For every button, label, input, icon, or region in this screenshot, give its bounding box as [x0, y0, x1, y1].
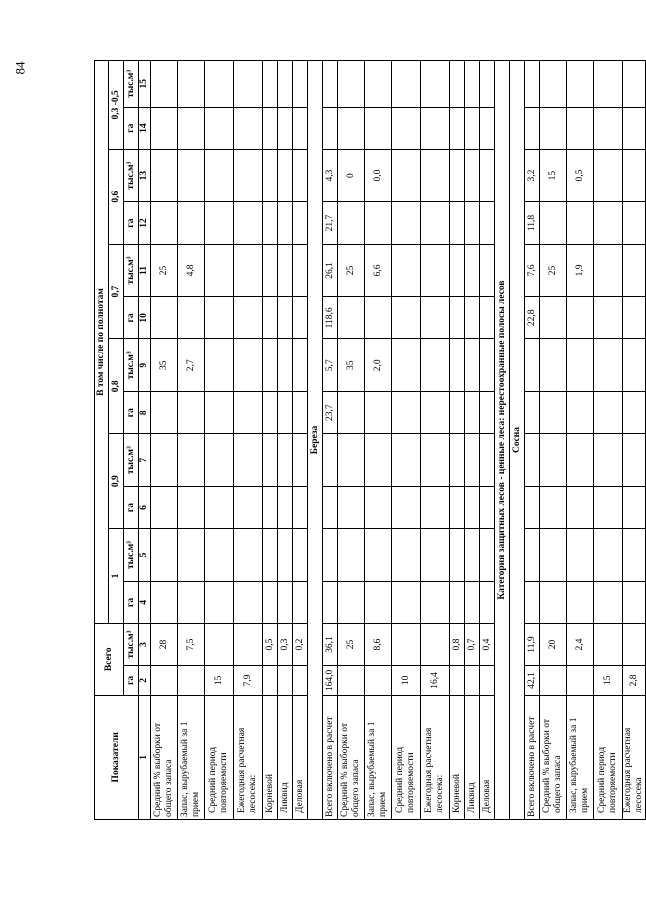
row-label: Ежегодная расчетная лесосека	[623, 695, 646, 819]
col-number: 9	[139, 339, 151, 392]
cell: 7,5	[178, 623, 205, 665]
cell	[540, 202, 567, 244]
unit-ha: га	[124, 297, 139, 339]
cell: 5,7	[323, 339, 338, 392]
header-density-03-05: 0,3 -0,5	[109, 61, 124, 150]
header-density-09: 0,9	[109, 434, 124, 529]
table-row	[540, 61, 567, 820]
cell: 0,7	[465, 623, 480, 665]
col-number: 5	[139, 529, 151, 582]
cell	[178, 392, 205, 434]
header-density-07: 0,7	[109, 244, 124, 339]
cell: 26,1	[323, 244, 338, 297]
section-pine: Сосна	[510, 61, 525, 820]
table-row	[623, 61, 646, 820]
unit-vol: тыс.м³	[124, 339, 139, 392]
cell	[151, 666, 178, 696]
col-number: 1	[139, 695, 151, 819]
cell: 25	[540, 244, 567, 297]
cell	[365, 297, 392, 339]
cell: 8,6	[365, 623, 392, 665]
row-label: Ежегодная расчетная лесосека:	[421, 695, 450, 819]
cell	[151, 202, 178, 244]
col-number: 2	[139, 666, 151, 696]
cell	[450, 666, 465, 696]
table-row	[480, 61, 495, 820]
cell	[338, 202, 365, 244]
cell	[178, 149, 205, 202]
table-row	[205, 61, 234, 820]
col-number: 8	[139, 392, 151, 434]
table-row	[278, 61, 293, 820]
table-row	[323, 61, 338, 820]
header-density-08: 0,8	[109, 339, 124, 434]
cell: 22,8	[525, 297, 540, 339]
cell: 25	[338, 244, 365, 297]
row-label: Деловая	[480, 695, 495, 819]
row-label: Средний % выборки от общего запаса	[151, 695, 178, 819]
cell: 20	[540, 623, 567, 665]
table-row	[594, 61, 623, 820]
col-number: 7	[139, 434, 151, 487]
header-total: Всего	[95, 623, 124, 695]
table-row	[525, 61, 540, 820]
cell	[205, 623, 234, 665]
header-indicators: Показатели	[95, 695, 139, 819]
row-label: Деловая	[293, 695, 308, 819]
col-number: 11	[139, 244, 151, 297]
row-label: Средний % выборки от общего запаса	[540, 695, 567, 819]
header-density-1: 1	[109, 529, 124, 624]
cell: 0,3	[278, 623, 293, 665]
cell: 1,9	[567, 244, 594, 297]
cell	[365, 666, 392, 696]
col-number: 3	[139, 623, 151, 665]
cell: 11,9	[525, 623, 540, 665]
section-birch: Береза	[308, 61, 323, 820]
cell	[338, 297, 365, 339]
cell	[338, 666, 365, 696]
cell: 25	[151, 244, 178, 297]
unit-vol: тыс.м³	[124, 149, 139, 202]
unit-vol: тыс.м³	[124, 61, 139, 108]
cell	[234, 623, 263, 665]
unit-ha: га	[124, 202, 139, 244]
cell	[151, 392, 178, 434]
table-row	[421, 61, 450, 820]
cell: 4,8	[178, 244, 205, 297]
col-number: 6	[139, 486, 151, 528]
cell: 6,6	[365, 244, 392, 297]
cell	[365, 202, 392, 244]
cell	[421, 623, 450, 665]
cell: 2,7	[178, 339, 205, 392]
cell	[540, 297, 567, 339]
table-row	[567, 61, 594, 820]
cell	[480, 666, 495, 696]
cell: 15	[540, 149, 567, 202]
row-label: Корневой	[450, 695, 465, 819]
row-label: Корневой	[263, 695, 278, 819]
cell: 11,8	[525, 202, 540, 244]
cell	[365, 392, 392, 434]
table-row	[365, 61, 392, 820]
col-number: 15	[139, 61, 151, 108]
row-label: Ликвид	[465, 695, 480, 819]
unit-vol: тыс.м³	[124, 623, 139, 665]
cell: 0,8	[450, 623, 465, 665]
cell: 0,4	[480, 623, 495, 665]
cell	[293, 666, 308, 696]
row-label: Средний период повторяемости	[392, 695, 421, 819]
cell: 28	[151, 623, 178, 665]
cell	[623, 623, 646, 665]
cell	[151, 297, 178, 339]
cell: 35	[151, 339, 178, 392]
row-label: Средний % выборки от общего запаса	[338, 695, 365, 819]
row-label: Всего включено в расчет	[525, 695, 540, 819]
table-row	[465, 61, 480, 820]
cell: 2,4	[567, 623, 594, 665]
table-row	[450, 61, 465, 820]
col-number: 12	[139, 202, 151, 244]
cell	[263, 666, 278, 696]
unit-vol: тыс.м³	[124, 244, 139, 297]
forest-table	[94, 60, 646, 820]
unit-ha: га	[124, 581, 139, 623]
cell	[178, 666, 205, 696]
cell: 15	[594, 666, 623, 696]
page-number: 84	[12, 61, 28, 75]
unit-vol: тыс.м³	[124, 529, 139, 582]
cell: 4,3	[323, 149, 338, 202]
cell: 0	[338, 149, 365, 202]
cell: 21,7	[323, 202, 338, 244]
cell	[392, 623, 421, 665]
cell	[178, 297, 205, 339]
cell: 118,6	[323, 297, 338, 339]
cell: 42,1	[525, 666, 540, 696]
row-label: Всего включено в расчет	[323, 695, 338, 819]
header-by-density: В том числе по полнотам	[95, 61, 109, 624]
table-row	[338, 61, 365, 820]
row-label: Ликвид	[278, 695, 293, 819]
cell	[567, 297, 594, 339]
header-density-06: 0,6	[109, 149, 124, 244]
cell	[540, 666, 567, 696]
cell: 7,9	[234, 666, 263, 696]
table-row	[293, 61, 308, 820]
cell: 0,0	[365, 149, 392, 202]
row-label: Средний период повторяемости	[594, 695, 623, 819]
unit-ha: га	[124, 666, 139, 696]
cell: 15	[205, 666, 234, 696]
row-label: Запас, вырубаемый за 1 прием	[365, 695, 392, 819]
cell: 36,1	[323, 623, 338, 665]
cell: 16,4	[421, 666, 450, 696]
cell	[178, 202, 205, 244]
cell: 3,2	[525, 149, 540, 202]
cell	[465, 666, 480, 696]
cell: 0,2	[293, 623, 308, 665]
cell: 2,0	[365, 339, 392, 392]
cell	[594, 623, 623, 665]
cell	[151, 149, 178, 202]
cell: 164,0	[323, 666, 338, 696]
unit-ha: га	[124, 107, 139, 149]
table-row	[178, 61, 205, 820]
unit-vol: тыс.м³	[124, 434, 139, 487]
table-row	[263, 61, 278, 820]
cell: 2,8	[623, 666, 646, 696]
col-number: 14	[139, 107, 151, 149]
row-label: Запас, вырубаемый за 1 прием	[178, 695, 205, 819]
col-number: 13	[139, 149, 151, 202]
table-row	[392, 61, 421, 820]
cell: 0,5	[263, 623, 278, 665]
cell: 7,6	[525, 244, 540, 297]
row-label: Ежегодная расчетная лесосека:	[234, 695, 263, 819]
col-number: 4	[139, 581, 151, 623]
row-label: Средний период повторяемости	[205, 695, 234, 819]
cell: 35	[338, 339, 365, 392]
col-number: 10	[139, 297, 151, 339]
row-label: Запас, вырубаемый за 1 прием	[567, 695, 594, 819]
cell	[567, 202, 594, 244]
cell	[567, 666, 594, 696]
unit-ha: га	[124, 486, 139, 528]
cell: 23,7	[323, 392, 338, 434]
cell	[338, 392, 365, 434]
cell: 25	[338, 623, 365, 665]
section-protective-forests: Категория защитных лесов - ценные леса: нерестоохранные полосы лесов	[495, 61, 510, 820]
table-row	[151, 61, 178, 820]
rotated-table-container	[94, 60, 644, 820]
cell: 0,5	[567, 149, 594, 202]
cell: 10	[392, 666, 421, 696]
table-row	[234, 61, 263, 820]
cell	[278, 666, 293, 696]
unit-ha: га	[124, 392, 139, 434]
